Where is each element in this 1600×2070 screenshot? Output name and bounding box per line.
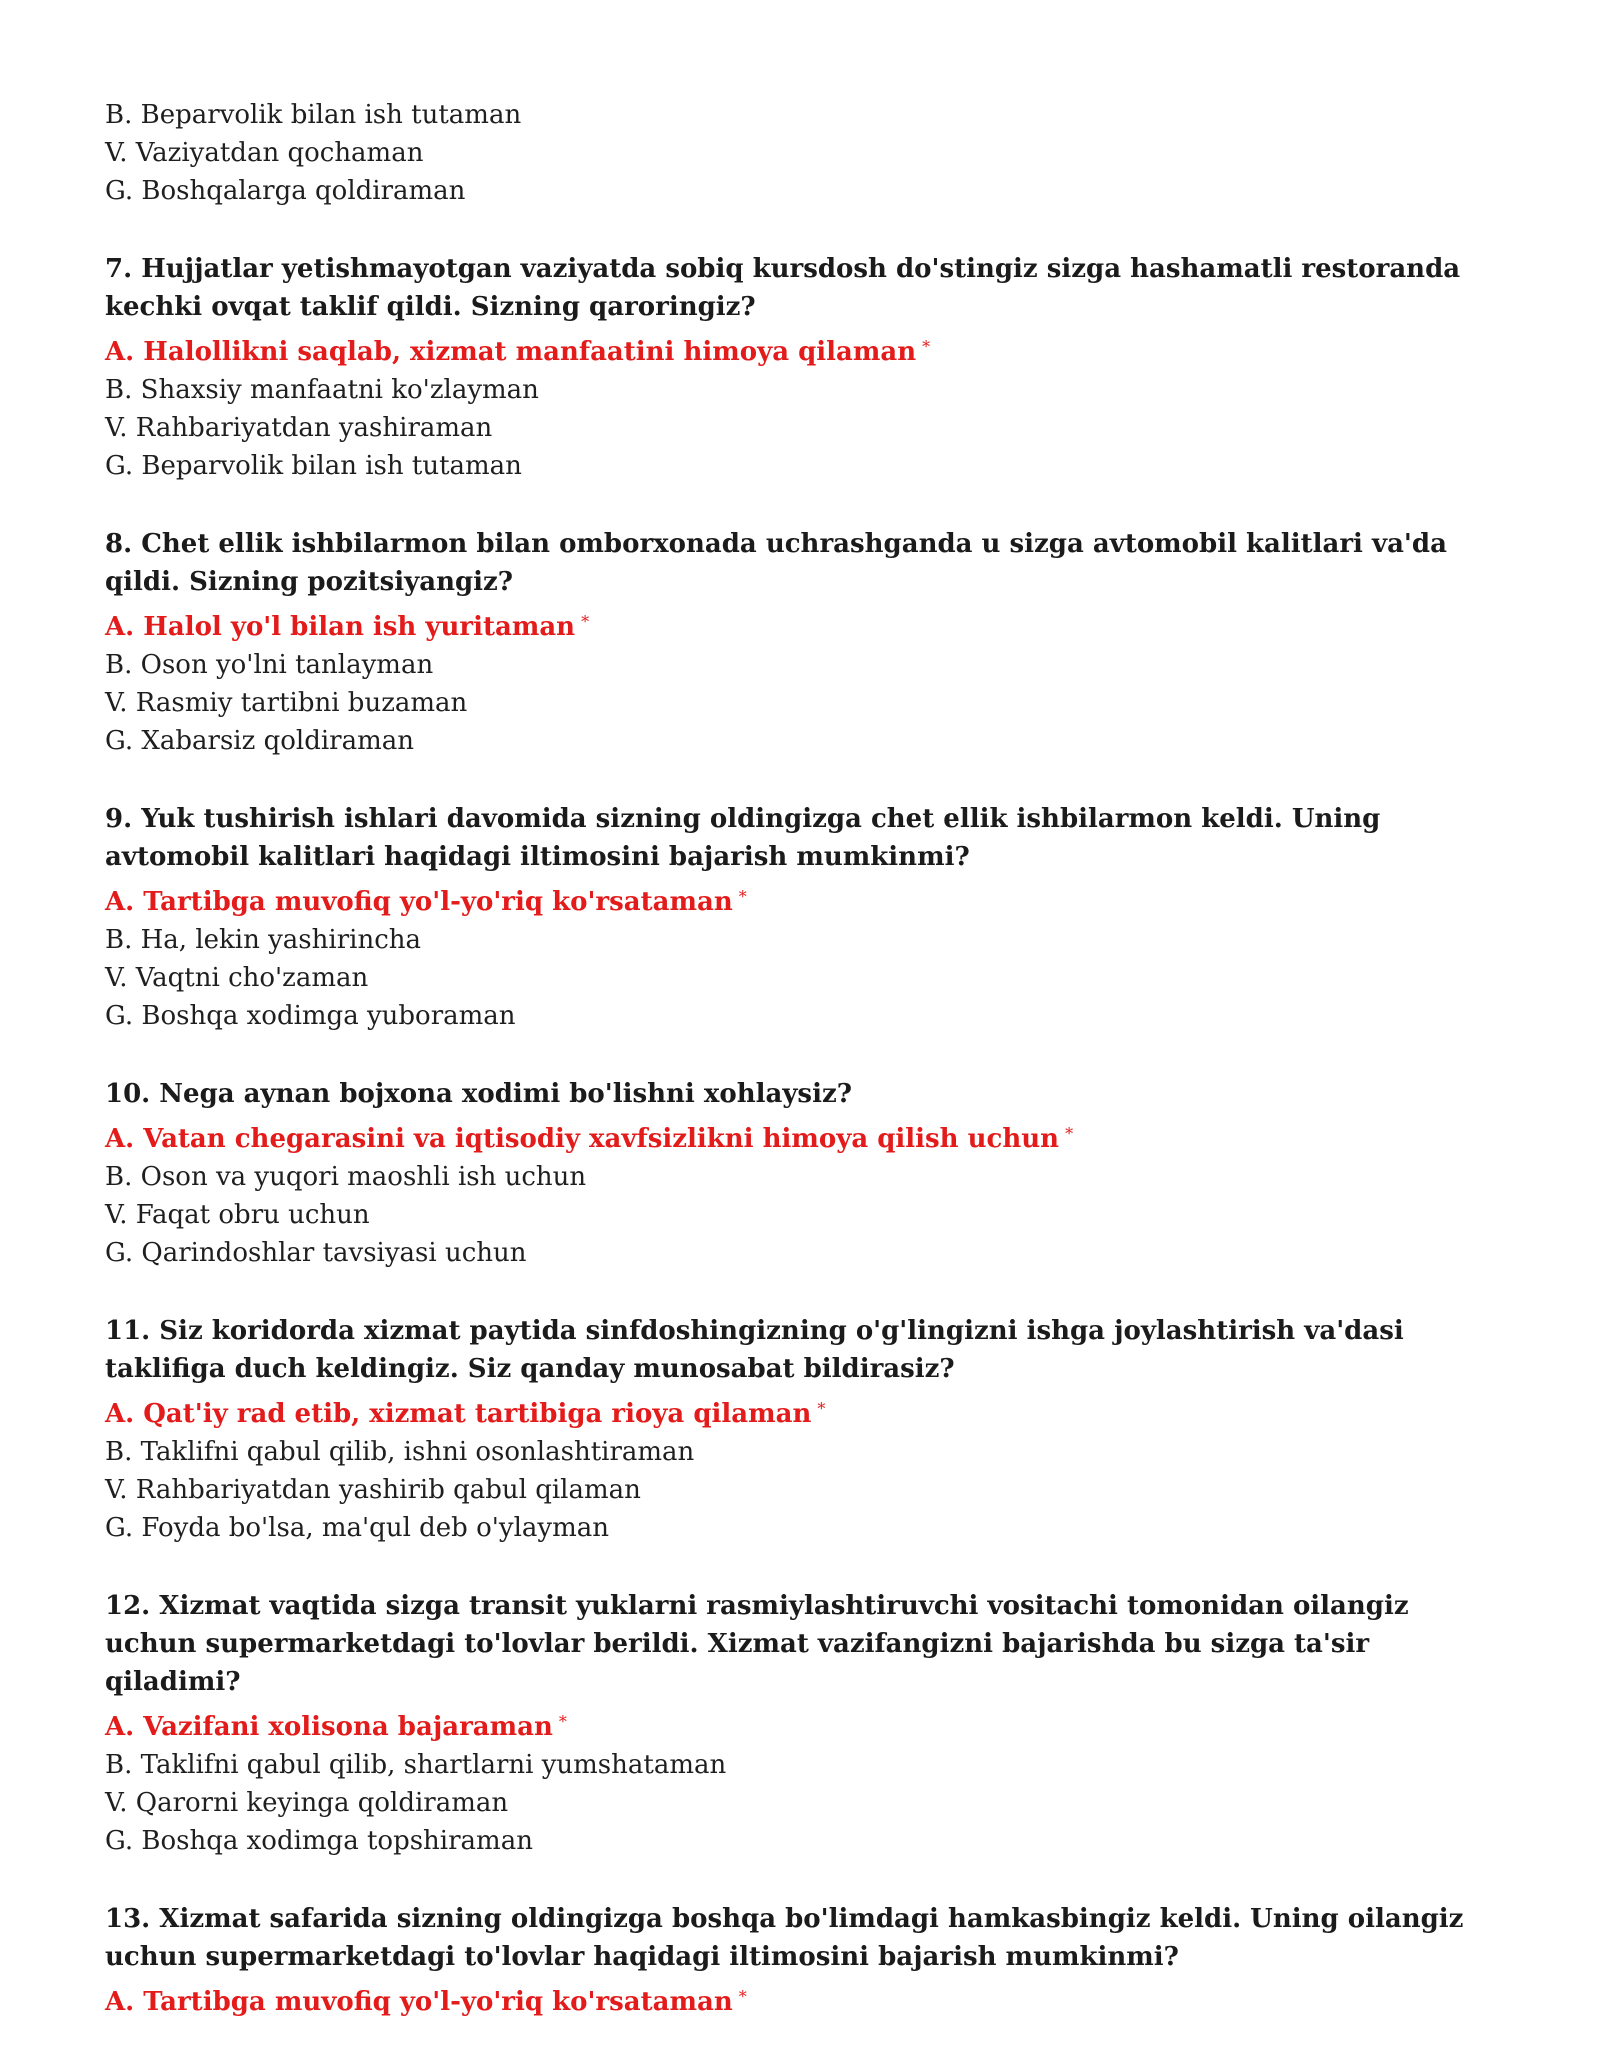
correct-answer (105, 603, 1504, 646)
question-text: 11. Siz koridorda xizmat paytida sinfdoshingizning o'g'lingizni ishga joylashtirish va'dasi taklifiga duch keldingiz. Siz qanday munosabat bildirasiz? (105, 1316, 1404, 1384)
answer-option: G. Foyda bo'lsa, ma'qul deb o'ylayman (105, 1513, 609, 1543)
answer-option: B. Shaxsiy manfaatni ko'zlayman (105, 375, 539, 405)
question-text: 13. Xizmat safarida sizning oldingizga boshqa bo'limdagi hamkasbingiz keldi. Uning oilangiz uchun supermarketdagi to'lovlar haqidagi iltimosini bajarish mumkinmi? (105, 1904, 1464, 1972)
answer-option: V. Rasmiy tartibni buzaman (105, 688, 468, 718)
answer-option: G. Xabarsiz qoldiraman (105, 726, 414, 756)
correct-answer (105, 1115, 1504, 1158)
correct-marker: * (922, 337, 931, 356)
correct-answer (105, 1703, 1504, 1746)
question-11 (105, 1312, 1504, 1547)
answer-option: B. Oson va yuqori maoshli ish uchun (105, 1162, 587, 1192)
answer-option: B. Taklifni qabul qilib, ishni osonlashtiraman (105, 1437, 695, 1467)
correct-answer-text: A. Tartibga muvofiq yo'l-yo'riq ko'rsataman (105, 887, 733, 917)
answer-option: G. Boshqa xodimga topshiraman (105, 1826, 533, 1856)
answer-option: G. Beparvolik bilan ish tutaman (105, 451, 522, 481)
answer-option: G. Qarindoshlar tavsiyasi uchun (105, 1238, 527, 1268)
correct-marker: * (1065, 1124, 1074, 1143)
question-13 (105, 1900, 1504, 2021)
correct-answer-text: A. Qat'iy rad etib, xizmat tartibiga rioya qilaman (105, 1399, 812, 1429)
answer-option: V. Faqat obru uchun (105, 1200, 370, 1230)
correct-answer (105, 328, 1504, 371)
answer-option: V. Rahbariyatdan yashiraman (105, 413, 493, 443)
correct-answer-text: A. Vazifani xolisona bajaraman (105, 1712, 553, 1742)
question-7 (105, 250, 1504, 485)
question-8 (105, 525, 1504, 760)
correct-answer (105, 878, 1504, 921)
question-12 (105, 1587, 1504, 1860)
answer-option: G. Boshqa xodimga yuboraman (105, 1001, 516, 1031)
correct-marker: * (738, 1987, 747, 2006)
question-text: 7. Hujjatlar yetishmayotgan vaziyatda sobiq kursdosh do'stingiz sizga hashamatli restoranda kechki ovqat taklif qildi. Sizning qaroringiz? (105, 254, 1461, 322)
correct-marker: * (558, 1712, 567, 1731)
correct-answer (105, 1978, 1504, 2021)
answer-option: B. Beparvolik bilan ish tutaman (105, 100, 522, 130)
correct-answer-text: A. Halol yo'l bilan ish yuritaman (105, 612, 576, 642)
answer-option: B. Ha, lekin yashirincha (105, 925, 422, 955)
question-text: 8. Chet ellik ishbilarmon bilan omborxonada uchrashganda u sizga avtomobil kalitlari va'da qildi. Sizning pozitsiyangiz? (105, 529, 1447, 597)
correct-marker: * (738, 887, 747, 906)
answer-option: V. Vaziyatdan qochaman (105, 138, 424, 168)
question-text: 10. Nega aynan bojxona xodimi bo'lishni xohlaysiz? (105, 1079, 852, 1109)
answer-option: V. Rahbariyatdan yashirib qabul qilaman (105, 1475, 641, 1505)
correct-answer-text: A. Tartibga muvofiq yo'l-yo'riq ko'rsataman (105, 1987, 733, 2017)
correct-answer (105, 1390, 1504, 1433)
answer-option: B. Oson yo'lni tanlayman (105, 650, 434, 680)
question-text: 12. Xizmat vaqtida sizga transit yuklarni rasmiylashtiruvchi vositachi tomonidan oilangiz uchun supermarketdagi to'lovlar berildi. Xizmat vazifangizni bajarishda bu sizga ta'sir qiladimi? (105, 1591, 1409, 1697)
answer-option: V. Vaqtni cho'zaman (105, 963, 369, 993)
answer-option: V. Qarorni keyinga qoldiraman (105, 1788, 509, 1818)
correct-answer-text: A. Halollikni saqlab, xizmat manfaatini himoya qilaman (105, 337, 917, 367)
question-10 (105, 1075, 1504, 1272)
correct-answer-text: A. Vatan chegarasini va iqtisodiy xavfsizlikni himoya qilish uchun (105, 1124, 1060, 1154)
leading-options (105, 96, 1504, 210)
answer-option: B. Taklifni qabul qilib, shartlarni yumshataman (105, 1750, 727, 1780)
question-text: 9. Yuk tushirish ishlari davomida sizning oldingizga chet ellik ishbilarmon keldi. Uning avtomobil kalitlari haqidagi iltimosini bajarish mumkinmi? (105, 804, 1381, 872)
question-9 (105, 800, 1504, 1035)
correct-marker: * (817, 1399, 826, 1418)
correct-marker: * (581, 612, 590, 631)
answer-option: G. Boshqalarga qoldiraman (105, 176, 466, 206)
